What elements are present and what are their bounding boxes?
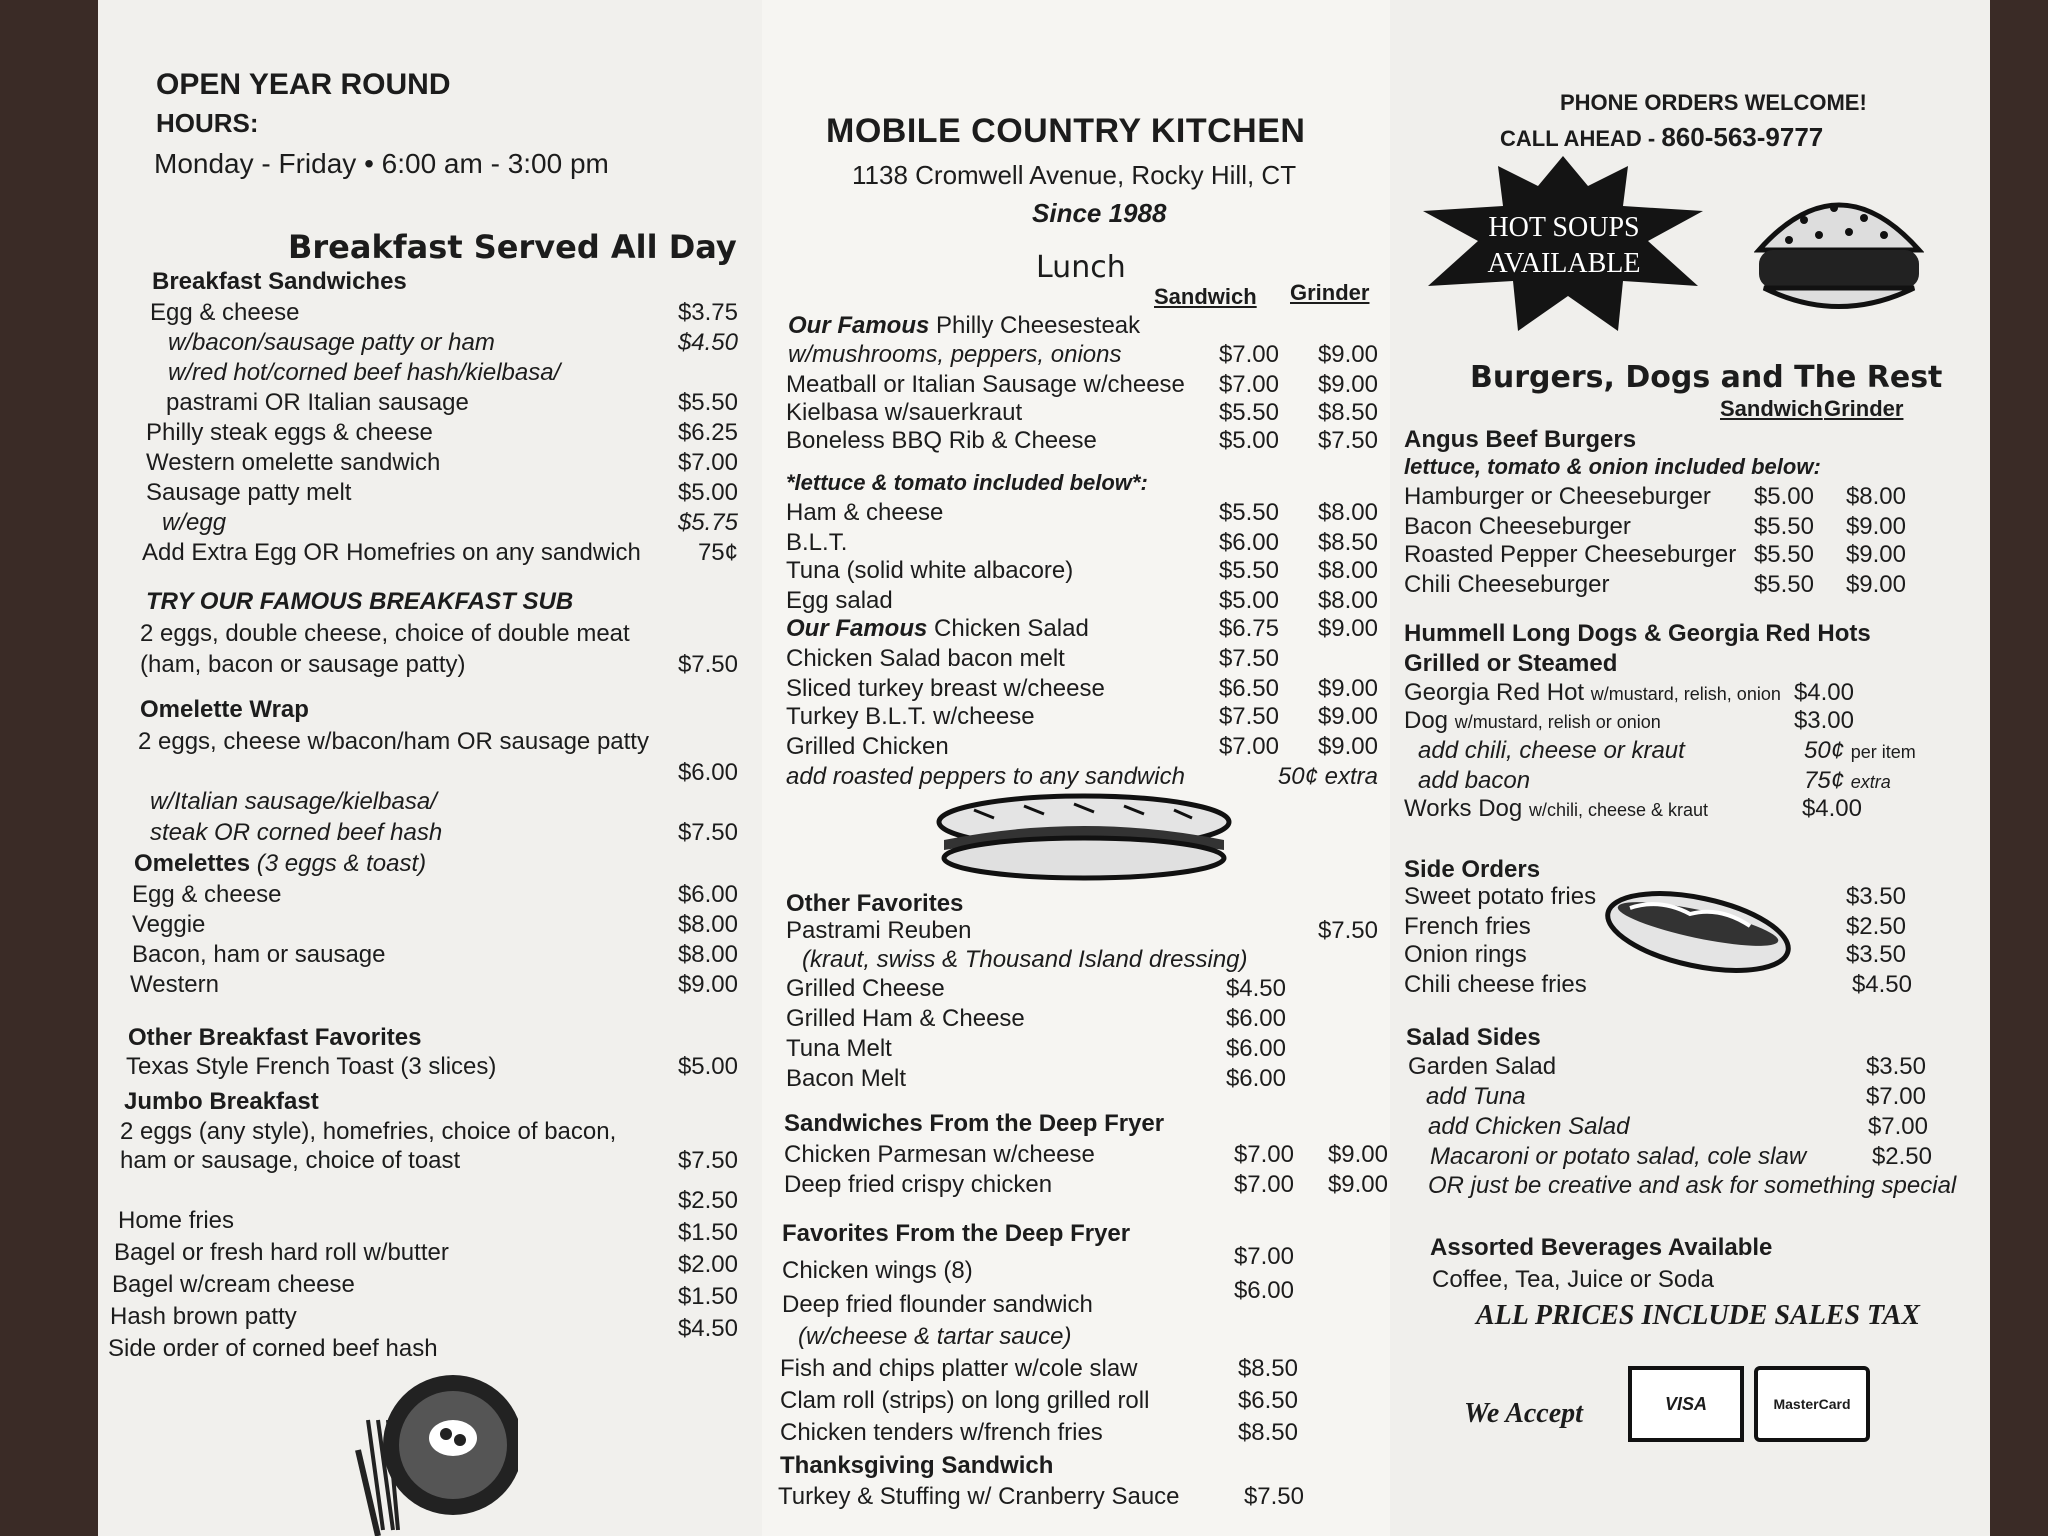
list-item: Works Dog w/chili, cheese & kraut $4.00: [1404, 795, 1862, 822]
list-item: Bacon Melt $6.00: [786, 1065, 1286, 1092]
restaurant-address: 1138 Cromwell Avenue, Rocky Hill, CT: [852, 160, 1297, 190]
list-item: add Chicken Salad $7.00: [1428, 1113, 1928, 1140]
list-item: Ham & cheese $5.50 $8.00: [786, 499, 1378, 526]
list-item: Pastrami Reuben $7.50: [786, 917, 1378, 944]
list-item: Chicken Parmesan w/cheese $7.00 $9.00: [784, 1141, 1388, 1168]
list-item: Chili cheese fries $4.50: [1404, 971, 1912, 998]
angus-title: Angus Beef Burgers: [1404, 426, 1637, 453]
deep-fryer-sandwiches-title: Sandwiches From the Deep Fryer: [784, 1110, 1165, 1137]
list-item: Deep fried flounder sandwich: [782, 1291, 1093, 1318]
visa-logo-icon: VISA: [1628, 1366, 1744, 1442]
list-item: Meatball or Italian Sausage w/cheese $7.00 $9.00: [786, 371, 1378, 398]
menu-panel-right: [1390, 0, 1990, 1536]
column-grinder: Grinder: [1290, 280, 1370, 305]
list-item: w/mushrooms, peppers, onions $7.00 $9.00: [788, 341, 1378, 368]
list-item: Western omelette sandwich $7.00: [146, 449, 738, 476]
list-item: Egg & cheese $3.75: [150, 299, 738, 326]
omelette-wrap-title: Omelette Wrap: [140, 696, 309, 723]
sub-sandwich-icon: [934, 792, 1234, 882]
list-item: (w/cheese & tartar sauce): [798, 1323, 1072, 1350]
list-item: add chili, cheese or kraut 50¢ per item: [1418, 737, 1916, 764]
list-item: Side order of corned beef hash: [108, 1335, 438, 1362]
list-item: w/bacon/sausage patty or ham $4.50: [168, 329, 738, 356]
burgers-title: Burgers, Dogs and The Rest: [1470, 360, 1943, 395]
list-item: Texas Style French Toast (3 slices) $5.00: [126, 1053, 738, 1080]
list-item: Dog w/mustard, relish or onion $3.00: [1404, 707, 1854, 734]
breakfast-title: Breakfast Served All Day: [288, 228, 737, 266]
list-item: steak OR corned beef hash $7.50: [150, 819, 738, 846]
list-item: Fish and chips platter w/cole slaw $8.50: [780, 1355, 1298, 1382]
list-item: add Tuna $7.00: [1426, 1083, 1926, 1110]
omelette-wrap-desc: 2 eggs, cheese w/bacon/ham OR sausage patty: [138, 728, 649, 755]
list-item: Georgia Red Hot w/mustard, relish, onion $4.00: [1404, 679, 1854, 706]
call-ahead: CALL AHEAD - 860-563-9777: [1500, 122, 1824, 152]
list-item: w/egg $5.75: [162, 509, 738, 536]
phone-orders-text: PHONE ORDERS WELCOME!: [1560, 90, 1867, 115]
list-item: $2.50: [677, 1187, 738, 1214]
mastercard-logo-icon: MasterCard: [1754, 1366, 1870, 1442]
other-favorites-title: Other Favorites: [786, 890, 964, 917]
list-item: Grilled Cheese $4.50: [786, 975, 1286, 1002]
column-sandwich: Sandwich: [1720, 396, 1823, 421]
since-year: Since 1988: [1032, 198, 1167, 228]
breakfast-sub-title: TRY OUR FAMOUS BREAKFAST SUB: [146, 588, 574, 615]
breakfast-sandwiches-title: Breakfast Sandwiches: [152, 268, 407, 295]
list-item: Western $9.00: [130, 971, 738, 998]
list-item: Egg & cheese $6.00: [132, 881, 738, 908]
philly-title: Our Famous Philly Cheesesteak: [788, 312, 1141, 339]
list-item: Chili Cheeseburger $5.50 $9.00: [1404, 571, 1906, 598]
list-item: Turkey & Stuffing w/ Cranberry Sauce $7.50: [778, 1483, 1304, 1510]
list-item: add roasted peppers to any sandwich 50¢ extra: [786, 763, 1378, 790]
list-item: Bacon Cheeseburger $5.50 $9.00: [1404, 513, 1906, 540]
jumbo-breakfast-desc: 2 eggs (any style), homefries, choice of bacon,: [120, 1118, 617, 1145]
hot-soups-text: HOT SOUPS AVAILABLE: [1487, 212, 1641, 279]
hours-text: Monday - Friday • 6:00 am - 3:00 pm: [154, 148, 609, 179]
list-item: Turkey B.L.T. w/cheese $7.50 $9.00: [786, 703, 1378, 730]
we-accept-label: We Accept: [1464, 1398, 1583, 1429]
list-item: Bagel or fresh hard roll w/butter $2.00: [114, 1239, 738, 1278]
thanksgiving-title: Thanksgiving Sandwich: [780, 1452, 1054, 1479]
salad-sides-title: Salad Sides: [1406, 1024, 1541, 1051]
burger-icon: [1754, 180, 1924, 320]
menu-panel-left: [98, 0, 762, 1536]
list-item: Our Famous Chicken Salad $6.75 $9.00: [786, 615, 1378, 642]
list-item: Onion rings $3.50: [1404, 941, 1906, 968]
dogs-title: Hummell Long Dogs & Georgia Red Hots: [1404, 620, 1871, 647]
reuben-note: (kraut, swiss & Thousand Island dressing): [802, 946, 1248, 973]
jumbo-breakfast-title: Jumbo Breakfast: [124, 1088, 319, 1115]
lunch-title: Lunch: [1036, 250, 1126, 285]
side-orders-title: Side Orders: [1404, 856, 1541, 883]
omelettes-title: Omelettes (3 eggs & toast): [134, 850, 427, 877]
list-item: Philly steak eggs & cheese $6.25: [146, 419, 738, 446]
list-item: $6.00: [1233, 1277, 1294, 1304]
list-item: Grilled Chicken $7.00 $9.00: [786, 733, 1378, 760]
list-item: Chicken tenders w/french fries $8.50: [780, 1419, 1298, 1446]
list-item: Add Extra Egg OR Homefries on any sandwich 75¢: [142, 539, 738, 566]
creative-note: OR just be creative and ask for something special: [1428, 1172, 1957, 1199]
list-item: Deep fried crispy chicken $7.00 $9.00: [784, 1171, 1388, 1198]
list-item: add bacon 75¢ extra: [1418, 767, 1891, 794]
sales-tax-note: ALL PRICES INCLUDE SALES TAX: [1476, 1300, 1920, 1331]
list-item: w/red hot/corned beef hash/kielbasa/: [168, 359, 561, 386]
beverages-list: Coffee, Tea, Juice or Soda: [1432, 1266, 1714, 1293]
list-item: Sliced turkey breast w/cheese $6.50 $9.00: [786, 675, 1378, 702]
list-item: Tuna (solid white albacore) $5.50 $8.00: [786, 557, 1378, 584]
list-item: Garden Salad $3.50: [1408, 1053, 1926, 1080]
list-item: Macaroni or potato salad, cole slaw $2.50: [1430, 1143, 1932, 1170]
list-item: $7.00: [1233, 1243, 1294, 1270]
beverages-title: Assorted Beverages Available: [1430, 1234, 1773, 1261]
list-item: Sausage patty melt $5.00: [146, 479, 738, 506]
list-item: French fries $2.50: [1404, 913, 1906, 940]
list-item: Veggie $8.00: [132, 911, 738, 938]
list-item: Hamburger or Cheeseburger $5.00 $8.00: [1404, 483, 1906, 510]
list-item: ham or sausage, choice of toast $7.50: [120, 1147, 738, 1174]
hours-label: HOURS:: [156, 108, 259, 138]
list-item: Tuna Melt $6.00: [786, 1035, 1286, 1062]
list-item: Chicken Salad bacon melt $7.50: [786, 645, 1279, 672]
list-item: Hash brown patty $4.50: [110, 1303, 738, 1342]
other-breakfast-title: Other Breakfast Favorites: [128, 1024, 422, 1051]
list-item: pastrami OR Italian sausage $5.50: [166, 389, 738, 416]
breakfast-sub-desc: 2 eggs, double cheese, choice of double meat: [140, 620, 630, 647]
list-item: Bacon, ham or sausage $8.00: [132, 941, 738, 968]
column-grinder: Grinder: [1824, 396, 1904, 421]
restaurant-name: MOBILE COUNTRY KITCHEN: [826, 112, 1306, 150]
deep-fryer-favorites-title: Favorites From the Deep Fryer: [782, 1220, 1131, 1247]
angus-note: lettuce, tomato & onion included below:: [1404, 454, 1821, 479]
lettuce-note: *lettuce & tomato included below*:: [786, 470, 1148, 495]
list-item: Bagel w/cream cheese $1.50: [112, 1271, 738, 1310]
open-year-round: OPEN YEAR ROUND: [156, 68, 451, 101]
breakfast-plate-icon: [338, 1360, 518, 1536]
list-item: Grilled Ham & Cheese $6.00: [786, 1005, 1286, 1032]
list-item: Boneless BBQ Rib & Cheese $5.00 $7.50: [786, 427, 1378, 454]
list-item: $6.00: [677, 759, 738, 786]
list-item: Clam roll (strips) on long grilled roll $6.50: [780, 1387, 1298, 1414]
list-item: Egg salad $5.00 $8.00: [786, 587, 1378, 614]
payment-cards: [1628, 1366, 1870, 1442]
list-item: Kielbasa w/sauerkraut $5.50 $8.50: [786, 399, 1378, 426]
list-item: Roasted Pepper Cheeseburger $5.50 $9.00: [1404, 541, 1906, 568]
omelette-wrap-alt: w/Italian sausage/kielbasa/: [150, 788, 437, 815]
list-item: Chicken wings (8): [782, 1257, 973, 1284]
list-item: B.L.T. $6.00 $8.50: [786, 529, 1378, 556]
dogs-subtitle: Grilled or Steamed: [1404, 650, 1618, 677]
list-item: (ham, bacon or sausage patty) $7.50: [140, 651, 738, 678]
list-item: Home fries $1.50: [118, 1207, 738, 1246]
menu-panel-middle: [762, 0, 1390, 1536]
list-item: Sweet potato fries $3.50: [1404, 883, 1906, 910]
column-sandwich: Sandwich: [1154, 284, 1257, 309]
